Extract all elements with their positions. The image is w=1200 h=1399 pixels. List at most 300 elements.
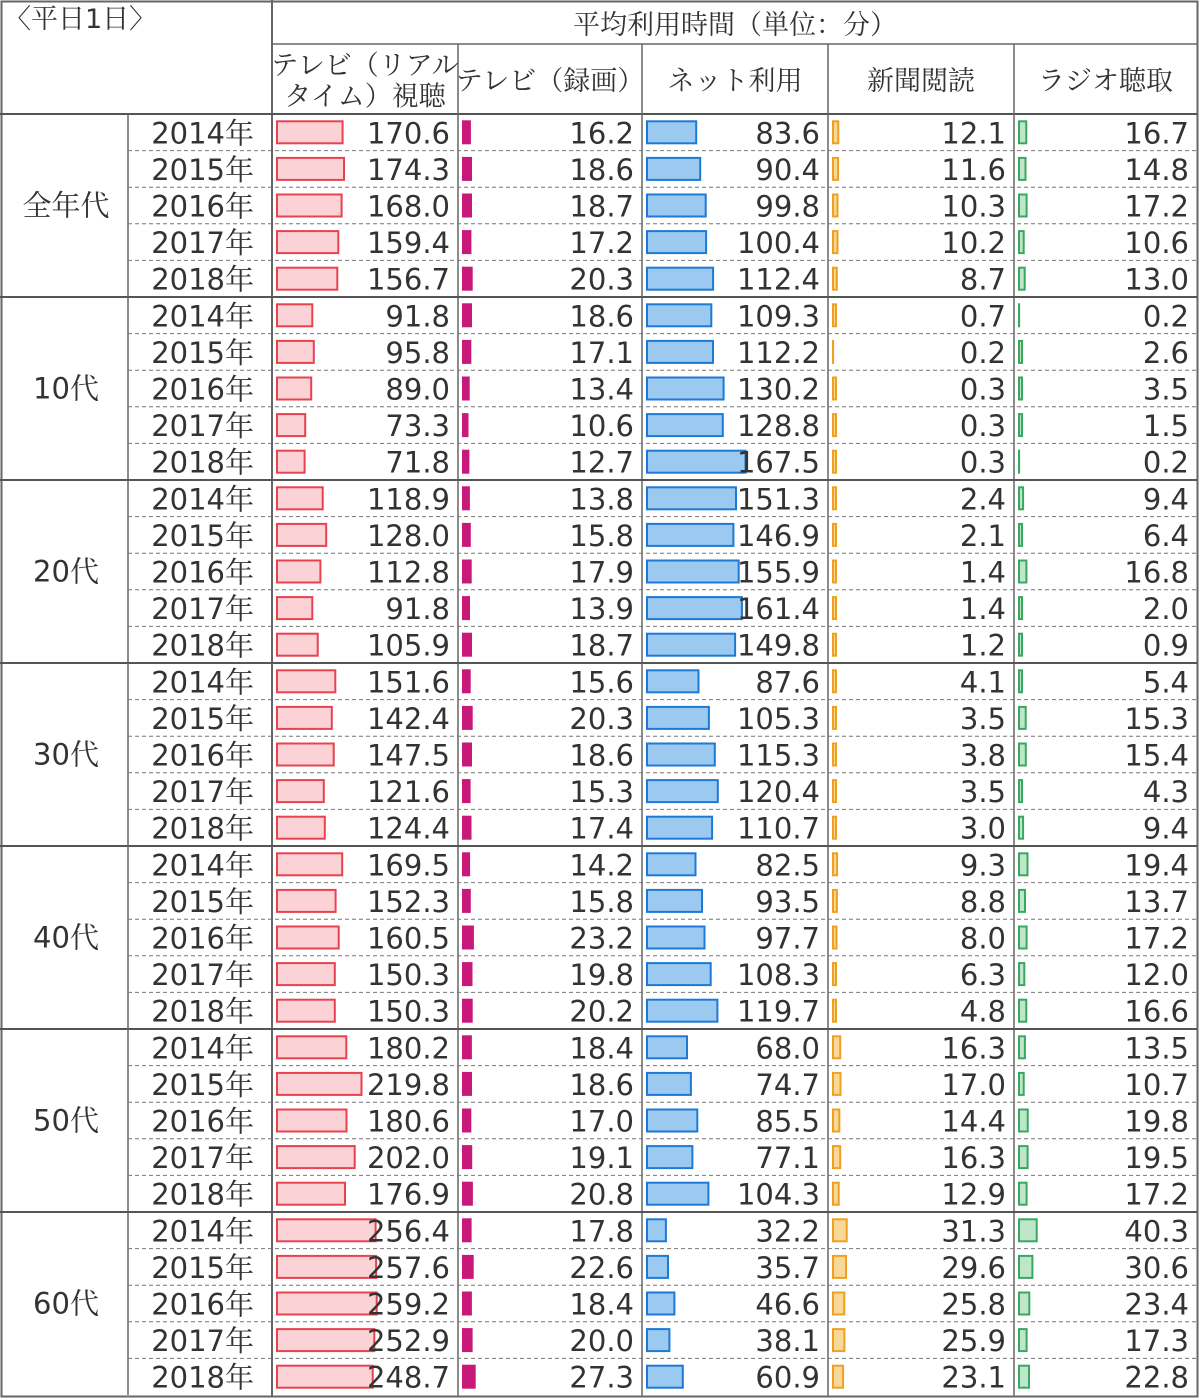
bar bbox=[647, 744, 715, 766]
bar bbox=[647, 524, 733, 546]
bar bbox=[833, 1366, 843, 1388]
bar bbox=[463, 597, 469, 619]
value-label: 151.3 bbox=[736, 482, 820, 517]
value-label: 17.0 bbox=[941, 1067, 1006, 1102]
value-label: 2.1 bbox=[959, 518, 1006, 553]
value-label: 1.2 bbox=[959, 628, 1006, 663]
bar bbox=[833, 1146, 840, 1168]
value-label: 99.8 bbox=[755, 189, 820, 224]
value-label: 22.8 bbox=[1124, 1360, 1189, 1395]
value-label: 20.2 bbox=[569, 994, 634, 1029]
bar bbox=[277, 1000, 335, 1022]
value-label: 16.3 bbox=[941, 1141, 1006, 1176]
bar bbox=[1019, 487, 1023, 509]
bar bbox=[647, 414, 723, 436]
value-label: 259.2 bbox=[366, 1287, 450, 1322]
group-label: 全年代 bbox=[22, 188, 110, 223]
bar bbox=[277, 1329, 374, 1351]
value-label: 14.2 bbox=[569, 848, 634, 883]
value-label: 3.8 bbox=[959, 738, 1006, 773]
column-header: テレビ（リアル bbox=[271, 50, 459, 82]
value-label: 16.6 bbox=[1124, 994, 1189, 1029]
value-label: 22.6 bbox=[569, 1250, 634, 1285]
value-label: 40.3 bbox=[1124, 1214, 1189, 1249]
value-label: 8.0 bbox=[959, 921, 1006, 956]
value-label: 23.1 bbox=[941, 1360, 1006, 1395]
value-label: 15.6 bbox=[569, 665, 634, 700]
year-label: 2017年 bbox=[151, 958, 254, 993]
bar bbox=[1019, 853, 1028, 875]
year-label: 2014年 bbox=[151, 299, 254, 334]
value-label: 17.2 bbox=[1124, 921, 1189, 956]
year-label: 2014年 bbox=[151, 1031, 254, 1066]
bar bbox=[833, 670, 836, 692]
bar bbox=[647, 780, 718, 802]
value-label: 2.0 bbox=[1142, 592, 1189, 627]
column-header: 新聞閲読 bbox=[867, 66, 975, 97]
bar bbox=[833, 231, 838, 253]
year-label: 2015年 bbox=[151, 1250, 254, 1285]
bar bbox=[277, 1146, 355, 1168]
value-label: 17.2 bbox=[1124, 189, 1189, 224]
bar bbox=[1019, 341, 1022, 363]
bar bbox=[833, 158, 838, 180]
bar bbox=[833, 414, 836, 436]
value-label: 180.6 bbox=[366, 1104, 450, 1139]
year-label: 2016年 bbox=[151, 738, 254, 773]
year-label: 2016年 bbox=[151, 555, 254, 590]
value-label: 10.6 bbox=[569, 409, 634, 444]
bar bbox=[647, 853, 696, 875]
value-label: 18.6 bbox=[569, 1067, 634, 1102]
bar bbox=[277, 378, 311, 400]
value-label: 150.3 bbox=[366, 958, 450, 993]
value-label: 38.1 bbox=[755, 1324, 820, 1359]
column-header: ラジオ聴取 bbox=[1038, 66, 1173, 97]
value-label: 8.8 bbox=[959, 884, 1006, 919]
value-label: 18.7 bbox=[569, 628, 634, 663]
value-label: 2.4 bbox=[959, 482, 1006, 517]
bar bbox=[277, 597, 312, 619]
bar bbox=[277, 561, 320, 583]
year-label: 2018年 bbox=[151, 1177, 254, 1212]
bar bbox=[463, 304, 471, 326]
value-label: 13.9 bbox=[569, 592, 634, 627]
value-label: 12.0 bbox=[1124, 958, 1189, 993]
bar bbox=[833, 451, 836, 473]
value-label: 169.5 bbox=[366, 848, 450, 883]
value-label: 17.3 bbox=[1124, 1324, 1189, 1359]
bar bbox=[647, 268, 713, 290]
bar bbox=[1019, 524, 1022, 546]
bar bbox=[1019, 707, 1026, 729]
value-label: 156.7 bbox=[366, 262, 450, 297]
value-label: 20.8 bbox=[569, 1177, 634, 1212]
bar bbox=[833, 268, 837, 290]
bar bbox=[277, 707, 332, 729]
value-label: 3.0 bbox=[959, 811, 1006, 846]
bar bbox=[277, 1293, 377, 1315]
value-label: 130.2 bbox=[736, 372, 820, 407]
value-label: 18.7 bbox=[569, 189, 634, 224]
bar bbox=[463, 121, 470, 143]
year-label: 2014年 bbox=[151, 1214, 254, 1249]
value-label: 17.2 bbox=[569, 226, 634, 261]
value-label: 160.5 bbox=[366, 921, 450, 956]
value-label: 18.4 bbox=[569, 1031, 634, 1066]
year-label: 2018年 bbox=[151, 994, 254, 1029]
bar bbox=[1019, 231, 1024, 253]
value-label: 0.2 bbox=[1142, 299, 1189, 334]
value-label: 10.3 bbox=[941, 189, 1006, 224]
year-label: 2017年 bbox=[151, 226, 254, 261]
bar bbox=[647, 231, 706, 253]
value-label: 17.8 bbox=[569, 1214, 634, 1249]
bar bbox=[277, 195, 342, 217]
value-label: 18.6 bbox=[569, 299, 634, 334]
bar bbox=[463, 231, 470, 253]
year-label: 2016年 bbox=[151, 1104, 254, 1139]
value-label: 128.0 bbox=[366, 518, 450, 553]
value-label: 15.3 bbox=[569, 775, 634, 810]
value-label: 15.3 bbox=[1124, 701, 1189, 736]
value-label: 12.9 bbox=[941, 1177, 1006, 1212]
bar bbox=[1019, 268, 1025, 290]
bar bbox=[1019, 1146, 1028, 1168]
bar bbox=[463, 195, 471, 217]
value-label: 124.4 bbox=[366, 811, 450, 846]
value-label: 4.8 bbox=[959, 994, 1006, 1029]
bar bbox=[1019, 1000, 1026, 1022]
bar bbox=[833, 780, 836, 802]
value-label: 20.3 bbox=[569, 701, 634, 736]
year-label: 2015年 bbox=[151, 152, 254, 187]
value-label: 68.0 bbox=[755, 1031, 820, 1066]
value-label: 90.4 bbox=[755, 152, 820, 187]
table-header: 平均利用時間（単位：分） bbox=[573, 10, 897, 41]
bar bbox=[1019, 927, 1027, 949]
value-label: 18.6 bbox=[569, 152, 634, 187]
year-label: 2018年 bbox=[151, 1360, 254, 1395]
bar bbox=[833, 1110, 839, 1132]
bar bbox=[833, 487, 836, 509]
value-label: 77.1 bbox=[755, 1141, 820, 1176]
year-label: 2017年 bbox=[151, 775, 254, 810]
bar bbox=[833, 1293, 844, 1315]
bar bbox=[463, 853, 469, 875]
year-label: 2016年 bbox=[151, 1287, 254, 1322]
table-label: 〈平日1日〉 bbox=[4, 4, 157, 35]
value-label: 17.2 bbox=[1124, 1177, 1189, 1212]
value-label: 82.5 bbox=[755, 848, 820, 883]
value-label: 3.5 bbox=[959, 775, 1006, 810]
bar bbox=[463, 341, 470, 363]
value-label: 105.9 bbox=[366, 628, 450, 663]
bar bbox=[647, 195, 706, 217]
value-label: 85.5 bbox=[755, 1104, 820, 1139]
bar bbox=[833, 195, 838, 217]
bar bbox=[833, 378, 836, 400]
bar bbox=[1019, 634, 1022, 656]
value-label: 120.4 bbox=[736, 775, 820, 810]
bar bbox=[833, 1219, 847, 1241]
bar bbox=[463, 378, 469, 400]
value-label: 110.7 bbox=[736, 811, 820, 846]
bar bbox=[833, 1183, 839, 1205]
bar bbox=[463, 817, 471, 839]
value-label: 16.8 bbox=[1124, 555, 1189, 590]
year-label: 2016年 bbox=[151, 189, 254, 224]
value-label: 74.7 bbox=[755, 1067, 820, 1102]
bar bbox=[463, 524, 470, 546]
bar bbox=[647, 378, 724, 400]
value-label: 19.8 bbox=[1124, 1104, 1189, 1139]
value-label: 91.8 bbox=[385, 592, 450, 627]
bar bbox=[277, 1073, 362, 1095]
bar bbox=[647, 1183, 708, 1205]
value-label: 10.2 bbox=[941, 226, 1006, 261]
group-label: 50代 bbox=[33, 1103, 99, 1138]
value-label: 6.3 bbox=[959, 958, 1006, 993]
value-label: 87.6 bbox=[755, 665, 820, 700]
bar bbox=[463, 1036, 471, 1058]
bar bbox=[833, 1073, 841, 1095]
bar bbox=[1019, 597, 1022, 619]
value-label: 93.5 bbox=[755, 884, 820, 919]
bar bbox=[463, 963, 472, 985]
bar bbox=[277, 1110, 347, 1132]
bar bbox=[463, 780, 470, 802]
bar bbox=[463, 487, 469, 509]
bar bbox=[647, 1219, 666, 1241]
bar bbox=[647, 487, 736, 509]
bar bbox=[463, 1073, 471, 1095]
value-label: 159.4 bbox=[366, 226, 450, 261]
bar bbox=[833, 304, 836, 326]
bar bbox=[1019, 414, 1022, 436]
value-label: 16.7 bbox=[1124, 116, 1189, 151]
bar bbox=[647, 1146, 692, 1168]
bar bbox=[463, 1219, 471, 1241]
value-label: 151.6 bbox=[366, 665, 450, 700]
value-label: 118.9 bbox=[366, 482, 450, 517]
bar bbox=[277, 1366, 373, 1388]
value-label: 105.3 bbox=[736, 701, 820, 736]
bar bbox=[463, 744, 471, 766]
bar bbox=[463, 1000, 472, 1022]
bar bbox=[647, 634, 735, 656]
year-label: 2018年 bbox=[151, 628, 254, 663]
value-label: 176.9 bbox=[366, 1177, 450, 1212]
bar bbox=[463, 158, 471, 180]
value-label: 17.9 bbox=[569, 555, 634, 590]
year-label: 2015年 bbox=[151, 884, 254, 919]
bar bbox=[463, 451, 468, 473]
value-label: 1.4 bbox=[959, 592, 1006, 627]
bar bbox=[647, 1366, 683, 1388]
bar bbox=[463, 670, 470, 692]
value-label: 46.6 bbox=[755, 1287, 820, 1322]
bar bbox=[647, 1073, 691, 1095]
bar bbox=[833, 1329, 844, 1351]
bar bbox=[1019, 1329, 1027, 1351]
year-label: 2015年 bbox=[151, 518, 254, 553]
bar bbox=[463, 890, 470, 912]
bar bbox=[833, 1036, 840, 1058]
bar bbox=[647, 963, 711, 985]
value-label: 12.7 bbox=[569, 445, 634, 480]
value-label: 128.8 bbox=[736, 409, 820, 444]
value-label: 167.5 bbox=[736, 445, 820, 480]
value-label: 23.4 bbox=[1124, 1287, 1189, 1322]
bar bbox=[1019, 744, 1026, 766]
value-label: 19.1 bbox=[569, 1141, 634, 1176]
bar bbox=[1019, 1366, 1029, 1388]
value-label: 149.8 bbox=[736, 628, 820, 663]
value-label: 12.1 bbox=[941, 116, 1006, 151]
value-label: 13.7 bbox=[1124, 884, 1189, 919]
bar bbox=[833, 524, 836, 546]
bar bbox=[1019, 378, 1022, 400]
bar bbox=[1019, 890, 1025, 912]
bar bbox=[833, 121, 838, 143]
value-label: 9.4 bbox=[1142, 482, 1189, 517]
bar bbox=[833, 853, 837, 875]
value-label: 119.7 bbox=[736, 994, 820, 1029]
bar bbox=[1019, 1183, 1027, 1205]
bar bbox=[833, 927, 837, 949]
year-label: 2014年 bbox=[151, 848, 254, 883]
bar bbox=[1019, 1073, 1024, 1095]
bar bbox=[463, 1183, 472, 1205]
value-label: 256.4 bbox=[366, 1214, 450, 1249]
value-label: 0.3 bbox=[959, 409, 1006, 444]
bar bbox=[277, 890, 336, 912]
year-label: 2017年 bbox=[151, 1324, 254, 1359]
bar bbox=[1019, 195, 1027, 217]
group-label: 60代 bbox=[33, 1286, 99, 1321]
value-label: 252.9 bbox=[366, 1324, 450, 1359]
value-label: 180.2 bbox=[366, 1031, 450, 1066]
bar bbox=[463, 1256, 473, 1278]
value-label: 0.2 bbox=[1142, 445, 1189, 480]
bar bbox=[1019, 817, 1023, 839]
value-label: 1.5 bbox=[1142, 409, 1189, 444]
year-label: 2015年 bbox=[151, 701, 254, 736]
bar bbox=[833, 963, 836, 985]
value-label: 150.3 bbox=[366, 994, 450, 1029]
value-label: 15.8 bbox=[569, 518, 634, 553]
value-label: 168.0 bbox=[366, 189, 450, 224]
value-label: 0.2 bbox=[959, 335, 1006, 370]
bar bbox=[833, 1256, 846, 1278]
value-label: 31.3 bbox=[941, 1214, 1006, 1249]
bar bbox=[833, 597, 836, 619]
bar bbox=[647, 1329, 669, 1351]
value-label: 0.3 bbox=[959, 445, 1006, 480]
value-label: 202.0 bbox=[366, 1141, 450, 1176]
value-label: 3.5 bbox=[959, 701, 1006, 736]
bar bbox=[277, 927, 339, 949]
year-label: 2017年 bbox=[151, 409, 254, 444]
bar bbox=[833, 744, 836, 766]
value-label: 17.4 bbox=[569, 811, 634, 846]
value-label: 4.1 bbox=[959, 665, 1006, 700]
value-label: 23.2 bbox=[569, 921, 634, 956]
value-label: 19.4 bbox=[1124, 848, 1189, 883]
value-label: 121.6 bbox=[366, 775, 450, 810]
bar bbox=[277, 524, 326, 546]
value-label: 100.4 bbox=[736, 226, 820, 261]
bar bbox=[647, 1000, 717, 1022]
value-label: 109.3 bbox=[736, 299, 820, 334]
value-label: 147.5 bbox=[366, 738, 450, 773]
bar bbox=[833, 1000, 836, 1022]
bar bbox=[277, 1036, 346, 1058]
bar bbox=[463, 1110, 470, 1132]
bar bbox=[277, 158, 344, 180]
value-label: 155.9 bbox=[736, 555, 820, 590]
value-label: 161.4 bbox=[736, 592, 820, 627]
value-label: 19.5 bbox=[1124, 1141, 1189, 1176]
bar bbox=[277, 414, 305, 436]
value-label: 3.5 bbox=[1142, 372, 1189, 407]
value-label: 112.8 bbox=[366, 555, 450, 590]
value-label: 257.6 bbox=[366, 1250, 450, 1285]
bar bbox=[1019, 670, 1022, 692]
bar bbox=[463, 1146, 471, 1168]
value-label: 248.7 bbox=[366, 1360, 450, 1395]
value-label: 25.8 bbox=[941, 1287, 1006, 1322]
bar bbox=[833, 561, 836, 583]
bar bbox=[647, 890, 702, 912]
bar bbox=[647, 707, 709, 729]
bar bbox=[1019, 1293, 1029, 1315]
value-label: 108.3 bbox=[736, 958, 820, 993]
value-label: 219.8 bbox=[366, 1067, 450, 1102]
value-label: 1.4 bbox=[959, 555, 1006, 590]
bar bbox=[277, 1256, 376, 1278]
year-label: 2016年 bbox=[151, 372, 254, 407]
group-label: 30代 bbox=[33, 737, 99, 772]
bar bbox=[277, 634, 318, 656]
bar bbox=[463, 634, 471, 656]
value-label: 18.4 bbox=[569, 1287, 634, 1322]
group-label: 40代 bbox=[33, 920, 99, 955]
value-label: 0.9 bbox=[1142, 628, 1189, 663]
year-label: 2016年 bbox=[151, 921, 254, 956]
bar bbox=[463, 707, 472, 729]
bar bbox=[833, 817, 836, 839]
bar bbox=[277, 487, 323, 509]
bar bbox=[647, 1293, 674, 1315]
bar bbox=[1019, 1110, 1028, 1132]
year-label: 2017年 bbox=[151, 1141, 254, 1176]
bar bbox=[277, 304, 312, 326]
value-label: 35.7 bbox=[755, 1250, 820, 1285]
value-label: 83.6 bbox=[755, 116, 820, 151]
bar bbox=[647, 597, 742, 619]
value-label: 11.6 bbox=[941, 152, 1006, 187]
bar bbox=[277, 121, 343, 143]
bar bbox=[463, 1366, 475, 1388]
bar bbox=[463, 1329, 472, 1351]
column-header: ネット利用 bbox=[667, 66, 803, 97]
value-label: 32.2 bbox=[755, 1214, 820, 1249]
bar bbox=[463, 927, 473, 949]
value-label: 97.7 bbox=[755, 921, 820, 956]
value-label: 15.4 bbox=[1124, 738, 1189, 773]
